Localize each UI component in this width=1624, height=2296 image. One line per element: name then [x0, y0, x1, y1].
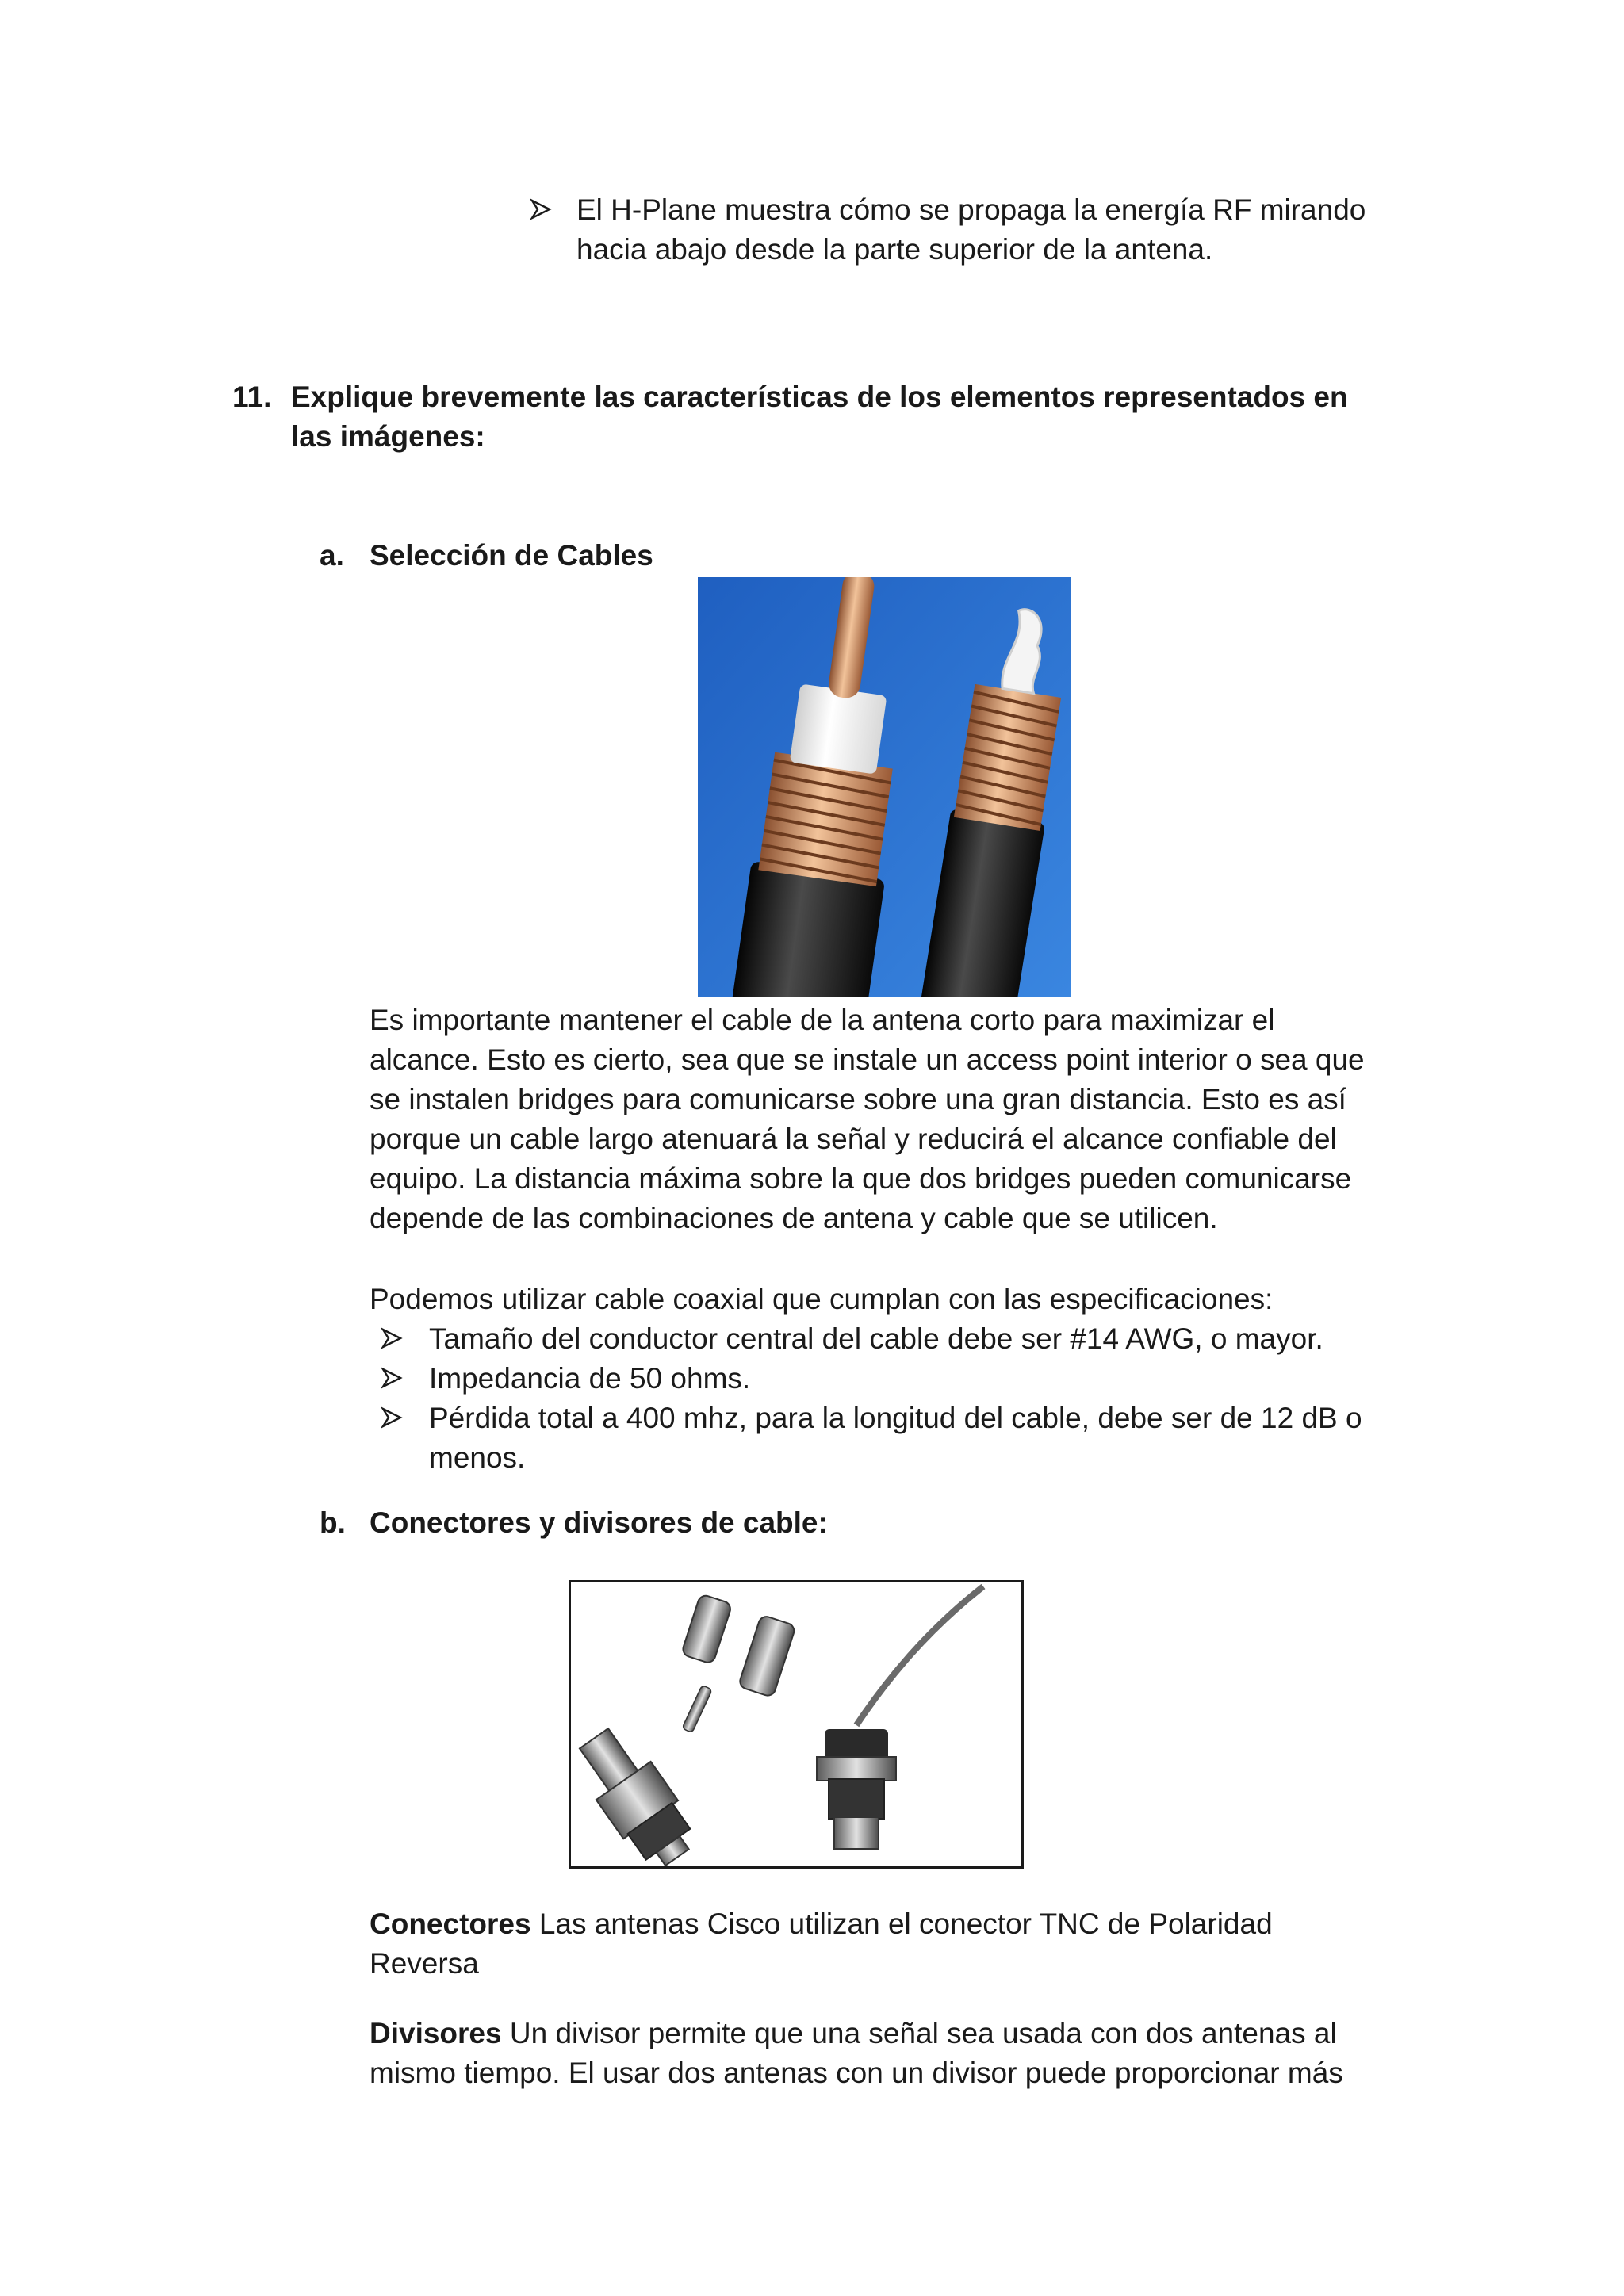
arrow-bullet-icon [381, 1367, 403, 1389]
top-bullet-text [576, 190, 1393, 270]
spec-item [429, 1399, 1392, 1478]
arrow-bullet-icon [381, 1406, 403, 1429]
section-a-paragraph [370, 1001, 1392, 1238]
conectores-line-2: Reversa [370, 1947, 479, 1980]
question-line-1: Explique brevemente las características de los elementos representados en [291, 381, 1348, 413]
paragraph-line-1: Es importante mantener el cable de la antena corto para maximizar el [370, 1004, 1275, 1036]
question-number: 11. [232, 381, 272, 413]
conectores-paragraph [370, 1904, 1392, 1984]
spec-item-line: menos. [429, 1441, 526, 1474]
question-text [291, 377, 1401, 457]
conectores-line-1 [370, 1904, 1392, 1944]
coax-cable-photo [698, 577, 1071, 997]
spec-item [429, 1359, 750, 1399]
question-line-2: las imágenes: [291, 420, 485, 453]
conectores-label: Conectores [370, 1908, 531, 1940]
paragraph-line-4: porque un cable largo atenuará la señal y reducirá el alcance confiable del [370, 1123, 1337, 1155]
section-b-title: Conectores y divisores de cable: [370, 1506, 828, 1539]
section-a-letter: a. [320, 539, 344, 572]
section-a-title: Selección de Cables [370, 539, 653, 572]
top-bullet-line-2: hacia abajo desde la parte superior de la antena. [576, 233, 1213, 266]
top-bullet-line-1: El H-Plane muestra cómo se propaga la energía RF mirando [576, 193, 1366, 226]
spec-item-line: Pérdida total a 400 mhz, para la longitud del cable, debe ser de 12 dB o [429, 1402, 1362, 1434]
divisores-line-2: mismo tiempo. El usar dos antenas con un divisor puede proporcionar más [370, 2057, 1343, 2089]
paragraph-line-2: alcance. Esto es cierto, sea que se instale un access point interior o sea que [370, 1043, 1365, 1076]
spec-item-line: Tamaño del conductor central del cable debe ser #14 AWG, o mayor. [429, 1322, 1323, 1355]
arrow-bullet-icon [381, 1327, 403, 1349]
paragraph-line-5: equipo. La distancia máxima sobre la que dos bridges pueden comunicarse [370, 1162, 1352, 1195]
divisores-text-1: Un divisor permite que una señal sea usada con dos antenas al [509, 2017, 1337, 2049]
divisores-line-1 [370, 2014, 1392, 2053]
section-b-letter: b. [320, 1506, 346, 1539]
arrow-bullet-icon [530, 198, 552, 220]
connectors-photo [569, 1580, 1024, 1869]
spec-item [429, 1319, 1323, 1359]
conectores-text-1: Las antenas Cisco utilizan el conector TNC de Polaridad [538, 1908, 1273, 1940]
spec-intro: Podemos utilizar cable coaxial que cumplan con las especificaciones: [370, 1283, 1274, 1315]
paragraph-line-3: se instalen bridges para comunicarse sobre una gran distancia. Esto es así [370, 1083, 1346, 1115]
divisores-paragraph [370, 2014, 1392, 2093]
spec-item-line: Impedancia de 50 ohms. [429, 1362, 751, 1395]
paragraph-line-6: depende de las combinaciones de antena y cable que se utilicen. [370, 1202, 1218, 1234]
divisores-label: Divisores [370, 2017, 502, 2049]
